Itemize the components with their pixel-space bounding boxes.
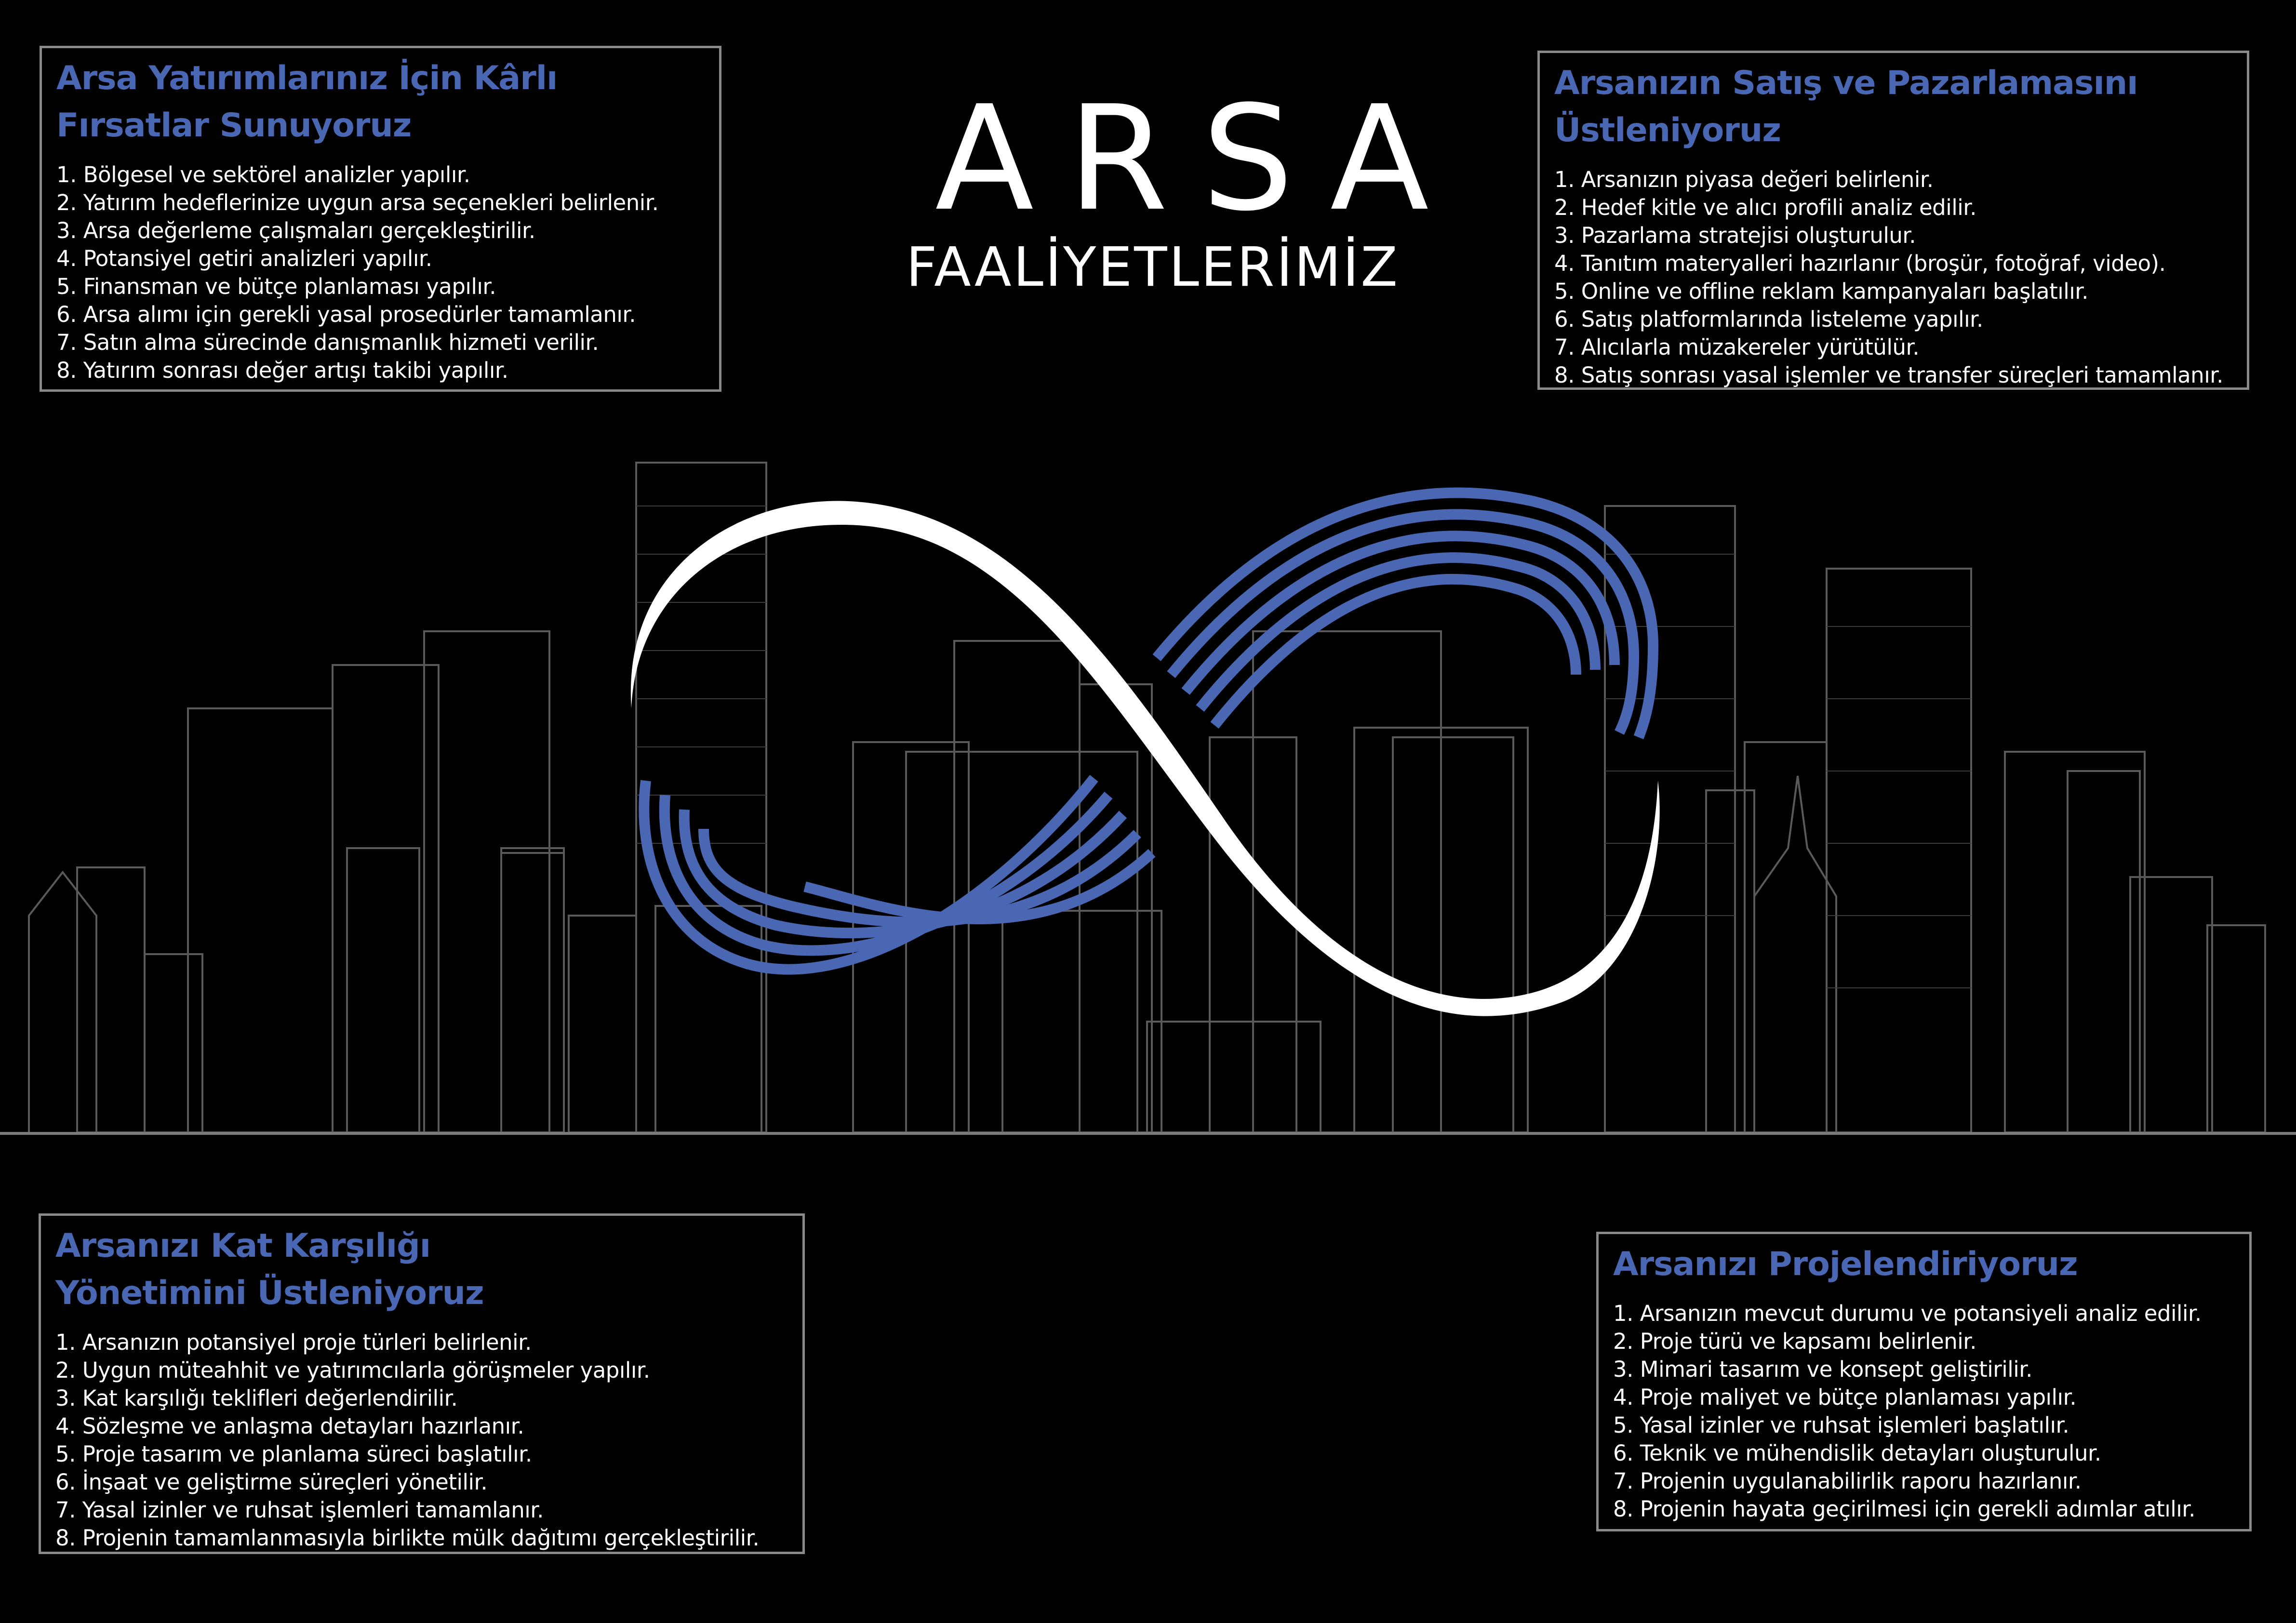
list-item: 6. Teknik ve mühendislik detayları oluşturulur.	[1613, 1440, 2101, 1466]
list-item: 5. Online ve offline reklam kampanyaları başlatılır.	[1554, 279, 2088, 304]
list-item: 6. Arsa alımı için gerekli yasal prosedürler tamamlanır.	[56, 302, 636, 327]
list-item: 7. Yasal izinler ve ruhsat işlemleri tamamlanır.	[55, 1497, 544, 1523]
panel-heading-line: Arsanızın Satış ve Pazarlamasını	[1554, 64, 2138, 102]
list-item: 1. Arsanızın piyasa değeri belirlenir.	[1554, 167, 1934, 192]
list-item: 6. Satış platformlarında listeleme yapılır.	[1554, 306, 1983, 332]
list-item: 7. Projenin uygulanabilirlik raporu hazırlanır.	[1613, 1468, 2082, 1494]
panel-heading-line: Fırsatlar Sunuyoruz	[56, 106, 412, 145]
list-item: 1. Arsanızın mevcut durumu ve potansiyeli analiz edilir.	[1613, 1301, 2202, 1326]
list-item: 4. Sözleşme ve anlaşma detayları hazırlanır.	[55, 1413, 524, 1439]
list-item: 7. Satın alma sürecinde danışmanlık hizmeti verilir.	[56, 330, 599, 355]
panel-heading	[56, 55, 705, 149]
main-subtitle: FAALİYETLERİMİZ	[906, 236, 1400, 299]
infinity-ribbon	[631, 501, 1660, 1016]
panel-heading-line: Arsanızı Projelendiriyoruz	[1613, 1245, 2078, 1283]
panel-kat-karsiligi	[39, 1213, 805, 1554]
list-item: 2. Proje türü ve kapsamı belirlenir.	[1613, 1329, 1976, 1354]
panel-list	[56, 161, 705, 385]
list-item: 2. Uygun müteahhit ve yatırımcılarla görüşmeler yapılır.	[55, 1357, 650, 1383]
panel-list	[55, 1329, 788, 1552]
panel-heading	[1554, 60, 2232, 154]
list-item: 3. Arsa değerleme çalışmaları gerçekleştirilir.	[56, 218, 535, 243]
panel-heading	[55, 1223, 788, 1317]
panel-satis-pazarlama	[1537, 51, 2249, 390]
list-item: 4. Tanıtım materyalleri hazırlanır (broşür, fotoğraf, video).	[1554, 251, 2166, 276]
panel-list	[1613, 1300, 2235, 1523]
list-item: 5. Proje tasarım ve planlama süreci başlatılır.	[55, 1441, 532, 1467]
list-item: 3. Pazarlama stratejisi oluşturulur.	[1554, 223, 1916, 248]
panel-arsa-yatirim	[40, 46, 721, 392]
list-item: 7. Alıcılarla müzakereler yürütülür.	[1554, 334, 1920, 360]
list-item: 8. Yatırım sonrası değer artışı takibi yapılır.	[56, 358, 508, 383]
list-item: 5. Yasal izinler ve ruhsat işlemleri başlatılır.	[1613, 1412, 2069, 1438]
list-item: 8. Projenin hayata geçirilmesi için gerekli adımlar atılır.	[1613, 1496, 2195, 1522]
list-item: 1. Arsanızın potansiyel proje türleri belirlenir.	[55, 1330, 532, 1355]
list-item: 2. Hedef kitle ve alıcı profili analiz edilir.	[1554, 195, 1976, 220]
list-item: 8. Satış sonrası yasal işlemler ve transfer süreçleri tamamlanır.	[1554, 362, 2223, 388]
list-item: 3. Mimari tasarım ve konsept geliştirilir.	[1613, 1357, 2032, 1382]
list-item: 4. Potansiyel getiri analizleri yapılır.	[56, 246, 432, 271]
main-title: ARSA	[935, 75, 1463, 243]
panel-heading-line: Arsa Yatırımlarınız İçin Kârlı	[56, 59, 558, 97]
panel-heading-line: Yönetimini Üstleniyoruz	[55, 1274, 484, 1312]
list-item: 5. Finansman ve bütçe planlaması yapılır.	[56, 274, 496, 299]
panel-list	[1554, 166, 2232, 389]
list-item: 1. Bölgesel ve sektörel analizler yapılır.	[56, 162, 470, 187]
panel-heading	[1613, 1241, 2235, 1288]
panel-projelendirme	[1596, 1232, 2252, 1531]
panel-heading-line: Arsanızı Kat Karşılığı	[55, 1227, 431, 1265]
list-item: 3. Kat karşılığı teklifleri değerlendirilir.	[55, 1385, 458, 1411]
list-item: 4. Proje maliyet ve bütçe planlaması yapılır.	[1613, 1384, 2077, 1410]
list-item: 8. Projenin tamamlanmasıyla birlikte mülk dağıtımı gerçekleştirilir.	[55, 1525, 760, 1551]
list-item: 6. İnşaat ve geliştirme süreçleri yönetilir.	[55, 1469, 488, 1495]
list-item: 2. Yatırım hedeflerinize uygun arsa seçenekleri belirlenir.	[56, 190, 659, 215]
panel-heading-line: Üstleniyoruz	[1554, 111, 1781, 149]
